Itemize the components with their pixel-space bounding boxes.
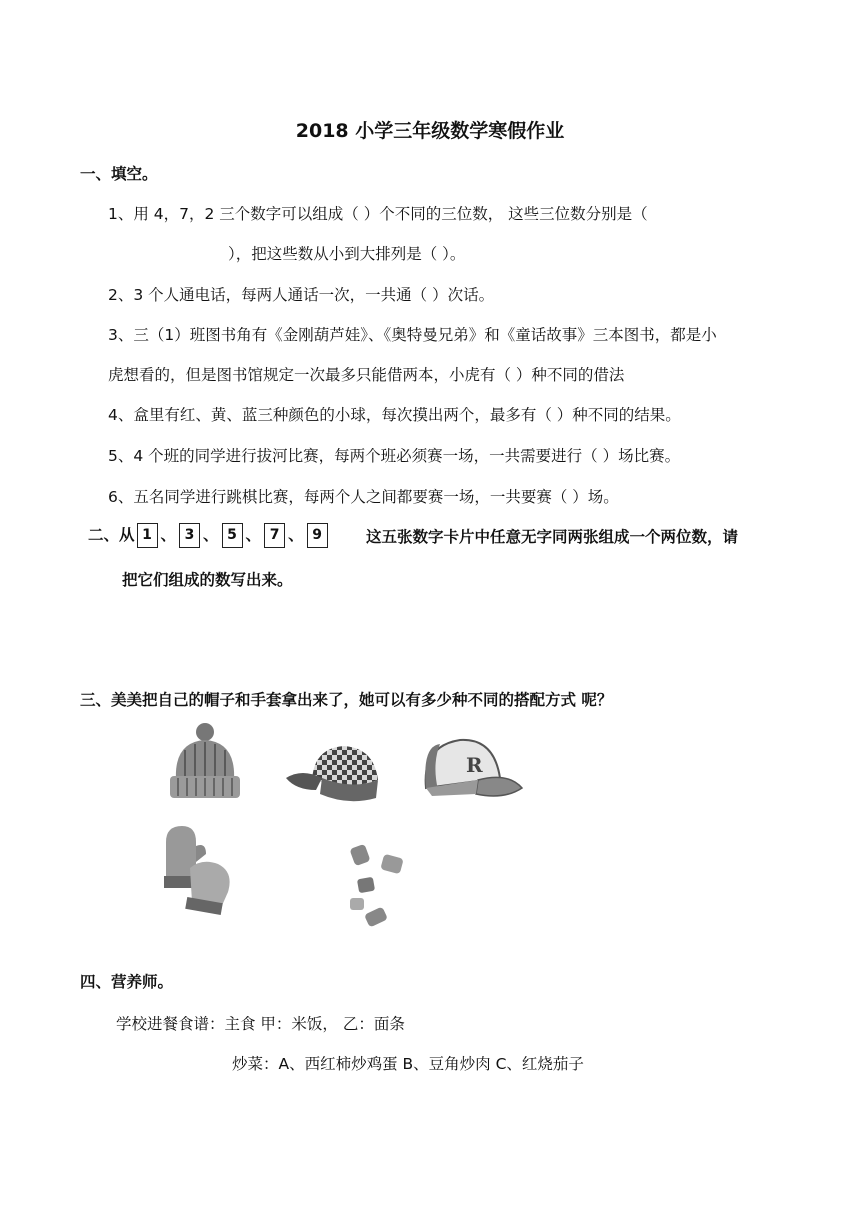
section2-line-a bbox=[88, 523, 330, 548]
small-gloves-image bbox=[338, 836, 410, 936]
question-1-line-b: ），把这些数从小到大排列是（ ）。 bbox=[228, 245, 466, 263]
knit-hat-image bbox=[160, 720, 250, 806]
question-4: 4、盒里有红、黄、蓝三种颜色的小球，每次摸出两个，最多有（ ）种不同的结果。 bbox=[108, 406, 681, 424]
separator: 、 bbox=[203, 526, 219, 544]
cap-letter-r: R bbox=[466, 753, 483, 777]
number-card-9: 9 bbox=[307, 523, 328, 548]
section1-heading: 一、填空。 bbox=[80, 165, 158, 183]
question-3-line-a: 3、三（1）班图书角有《金刚葫芦娃》、《奥特曼兄弟》和《童话故事》三本图书，都是小 bbox=[108, 326, 717, 344]
question-1-line-a: 1、用 4，7，2 三个数字可以组成（ ）个不同的三位数， 这些三位数分别是（ bbox=[108, 205, 648, 223]
section2-prefix: 二、从 bbox=[88, 526, 135, 544]
question-6: 6、五名同学进行跳棋比赛，每两个人之间都要赛一场，一共要赛（ ）场。 bbox=[108, 488, 619, 506]
question-5: 5、4 个班的同学进行拔河比赛，每两个班必须赛一场，一共需要进行（ ）场比赛。 bbox=[108, 447, 681, 465]
separator: 、 bbox=[245, 526, 262, 544]
separator: 、 bbox=[288, 526, 304, 544]
separator: 、 bbox=[160, 526, 177, 544]
number-card-7: 7 bbox=[264, 523, 285, 548]
question-2: 2、3 个人通电话，每两人通话一次，一共通（ ）次话。 bbox=[108, 286, 495, 304]
menu-dishes-line: 炒菜：A、西红柿炒鸡蛋 B、豆角炒肉 C、红烧茄子 bbox=[232, 1055, 584, 1073]
mittens-image bbox=[156, 822, 238, 918]
number-card-1: 1 bbox=[137, 523, 158, 548]
section2-text-a: 这五张数字卡片中任意无字同两张组成一个两位数，请 bbox=[366, 528, 739, 546]
section3-heading: 三、美美把自己的帽子和手套拿出来了，她可以有多少种不同的搭配方式 呢？ bbox=[80, 691, 613, 709]
section2-text-b: 把它们组成的数写出来。 bbox=[122, 571, 293, 589]
number-card-5: 5 bbox=[222, 523, 243, 548]
baseball-cap-image bbox=[418, 734, 526, 806]
page-title: 2018 小学三年级数学寒假作业 bbox=[295, 120, 565, 142]
question-3-line-b: 虎想看的，但是图书馆规定一次最多只能借两本，小虎有（ ）种不同的借法 bbox=[108, 366, 625, 384]
checkered-cap-image bbox=[282, 740, 382, 810]
menu-staple-line: 学校进餐食谱：主食 甲：米饭， 乙：面条 bbox=[116, 1015, 405, 1033]
section4-heading: 四、营养师。 bbox=[80, 973, 174, 991]
number-card-3: 3 bbox=[179, 523, 200, 548]
